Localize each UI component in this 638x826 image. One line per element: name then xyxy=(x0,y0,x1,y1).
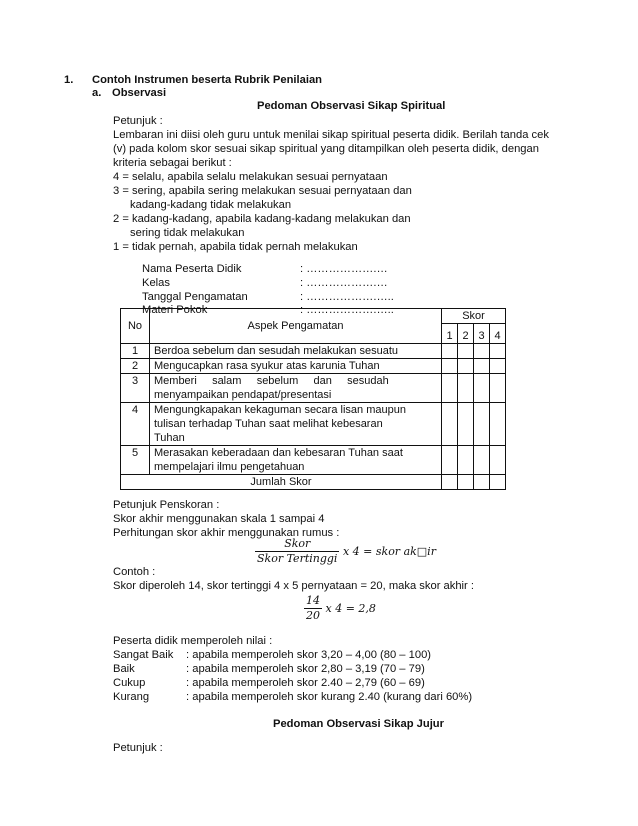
score-cell[interactable] xyxy=(458,374,474,403)
total-label: Jumlah Skor xyxy=(121,475,442,490)
row-aspect xyxy=(150,446,442,475)
scoring-label: Petunjuk Penskoran : xyxy=(113,499,220,511)
score-cell[interactable] xyxy=(458,344,474,359)
grade-label: Cukup xyxy=(113,677,146,689)
formula-denominator: Skor Tertinggi xyxy=(257,552,338,566)
criteria-line: kadang-kadang tidak melakukan xyxy=(130,199,292,211)
identity-label: Nama Peserta Didik xyxy=(142,263,242,275)
example-denominator: 20 xyxy=(306,609,320,623)
grades-intro: Peserta didik memperoleh nilai : xyxy=(113,635,273,647)
aspect-line: tulisan terhadap Tuhan saat melihat kebesaran xyxy=(154,418,383,430)
row-number: 5 xyxy=(121,446,150,475)
score-cell[interactable] xyxy=(490,344,506,359)
aspect-line: menyampaikan pendapat/presentasi xyxy=(154,389,332,401)
criteria-line: 2 = kadang-kadang, apabila kadang-kadang melakukan dan xyxy=(113,213,411,225)
table-row xyxy=(121,374,506,403)
section-title-jujur: Pedoman Observasi Sikap Jujur xyxy=(273,718,444,730)
score-cell[interactable] xyxy=(474,374,490,403)
criteria-line: 4 = selalu, apabila selalu melakukan sesuai pernyataan xyxy=(113,171,388,183)
score-cell[interactable] xyxy=(442,374,458,403)
aspect-line: Berdoa sebelum dan sesudah melakukan sesuatu xyxy=(154,345,398,357)
heading-title: Contoh Instrumen beserta Rubrik Penilaian xyxy=(92,74,323,86)
scoring-line: Skor akhir menggunakan skala 1 sampai 4 xyxy=(113,513,325,525)
score-cell[interactable] xyxy=(442,403,458,446)
aspect-line: Mengungkapakan kekaguman secara lisan maupun xyxy=(154,404,406,416)
score-cell[interactable] xyxy=(458,359,474,374)
score-cell[interactable] xyxy=(442,359,458,374)
grade-label: Baik xyxy=(113,663,135,675)
criteria-line: 1 = tidak pernah, apabila tidak pernah melakukan xyxy=(113,241,358,253)
identity-value: : ……………….….. xyxy=(300,304,394,316)
aspect-line: Mengucapkan rasa syukur atas karunia Tuhan xyxy=(154,360,380,372)
table-row xyxy=(121,359,506,374)
criteria-line: sering tidak melakukan xyxy=(130,227,245,239)
row-number: 4 xyxy=(121,403,150,446)
intro-line: Lembaran ini diisi oleh guru untuk menilai sikap spiritual peserta didik. Berilah tanda cek xyxy=(113,129,549,141)
score-cell[interactable] xyxy=(490,374,506,403)
table-row xyxy=(121,446,506,475)
skor-col-header: 4 xyxy=(490,324,506,344)
row-number: 2 xyxy=(121,359,150,374)
grade-desc: : apabila memperoleh skor 2.40 – 2,79 (60 – 69) xyxy=(186,677,425,689)
identity-label: Materi Pokok xyxy=(142,304,208,316)
grade-label: Sangat Baik xyxy=(113,649,174,661)
aspect-line: Merasakan keberadaan dan kebesaran Tuhan saat xyxy=(154,447,403,459)
row-number: 1 xyxy=(121,344,150,359)
grade-desc: : apabila memperoleh skor kurang 2.40 (kurang dari 60%) xyxy=(186,691,473,703)
formula-rest: x 4 = skor ak□ir xyxy=(342,544,436,558)
section-title-spiritual: Pedoman Observasi Sikap Spiritual xyxy=(257,100,446,112)
identity-value: : ……………….….. xyxy=(300,291,394,303)
skor-col-header: 1 xyxy=(442,324,458,344)
observation-table xyxy=(120,308,506,490)
aspect-line: Tuhan xyxy=(154,432,185,444)
row-aspect xyxy=(150,403,442,446)
col-skor-header: Skor xyxy=(442,309,506,324)
score-cell[interactable] xyxy=(442,446,458,475)
intro-line: (v) pada kolom skor sesuai sikap spiritual yang ditampilkan oleh peserta didik, dengan xyxy=(113,143,539,155)
table-row xyxy=(121,403,506,446)
intro-line: kriteria sebagai berikut : xyxy=(113,157,232,169)
total-cell[interactable] xyxy=(474,475,490,490)
score-cell[interactable] xyxy=(474,403,490,446)
aspect-line: Memberi salam sebelum dan sesudah xyxy=(154,375,389,387)
row-number: 3 xyxy=(121,374,150,403)
row-aspect xyxy=(150,374,442,403)
score-cell[interactable] xyxy=(490,446,506,475)
total-cell[interactable] xyxy=(458,475,474,490)
scoring-formula xyxy=(255,537,436,567)
identity-value: : ……………….… xyxy=(300,277,388,289)
skor-col-header: 3 xyxy=(474,324,490,344)
col-no-header: No xyxy=(121,309,150,344)
scoring-line: Perhitungan skor akhir menggunakan rumus : xyxy=(113,527,340,539)
total-cell[interactable] xyxy=(490,475,506,490)
heading-number: 1. xyxy=(64,74,74,86)
formula-numerator: Skor xyxy=(284,537,311,550)
col-aspek-header: Aspek Pengamatan xyxy=(150,309,442,344)
identity-label: Tanggal Pengamatan xyxy=(142,291,248,303)
score-cell[interactable] xyxy=(458,446,474,475)
total-row xyxy=(121,475,506,490)
petunjuk-label-2: Petunjuk : xyxy=(113,742,163,754)
row-aspect xyxy=(150,359,442,374)
aspect-line: mempelajari ilmu pengetahuan xyxy=(154,461,305,473)
total-cell[interactable] xyxy=(442,475,458,490)
example-rest: x 4 = 2,8 xyxy=(325,601,376,615)
example-text: Skor diperoleh 14, skor tertinggi 4 x 5 pernyataan = 20, maka skor akhir : xyxy=(113,580,474,592)
score-cell[interactable] xyxy=(458,403,474,446)
example-numerator: 14 xyxy=(306,594,320,607)
grade-desc: : apabila memperoleh skor 3,20 – 4,00 (80 – 100) xyxy=(186,649,432,661)
score-cell[interactable] xyxy=(442,344,458,359)
grade-desc: : apabila memperoleh skor 2,80 – 3,19 (70 – 79) xyxy=(186,663,425,675)
table-row xyxy=(121,344,506,359)
row-aspect xyxy=(150,344,442,359)
criteria-line: 3 = sering, apabila sering melakukan sesuai pernyataan dan xyxy=(113,185,412,197)
example-label: Contoh : xyxy=(113,566,156,578)
petunjuk-label: Petunjuk : xyxy=(113,115,163,127)
subheading-title: Observasi xyxy=(112,87,167,99)
score-cell[interactable] xyxy=(474,446,490,475)
score-cell[interactable] xyxy=(474,359,490,374)
skor-col-header: 2 xyxy=(458,324,474,344)
subheading-letter: a. xyxy=(92,87,102,99)
grade-label: Kurang xyxy=(113,691,150,703)
identity-value: : ……………….… xyxy=(300,263,388,275)
score-cell[interactable] xyxy=(490,403,506,446)
example-formula xyxy=(304,594,376,624)
score-cell[interactable] xyxy=(474,344,490,359)
score-cell[interactable] xyxy=(490,359,506,374)
identity-label: Kelas xyxy=(142,277,170,289)
